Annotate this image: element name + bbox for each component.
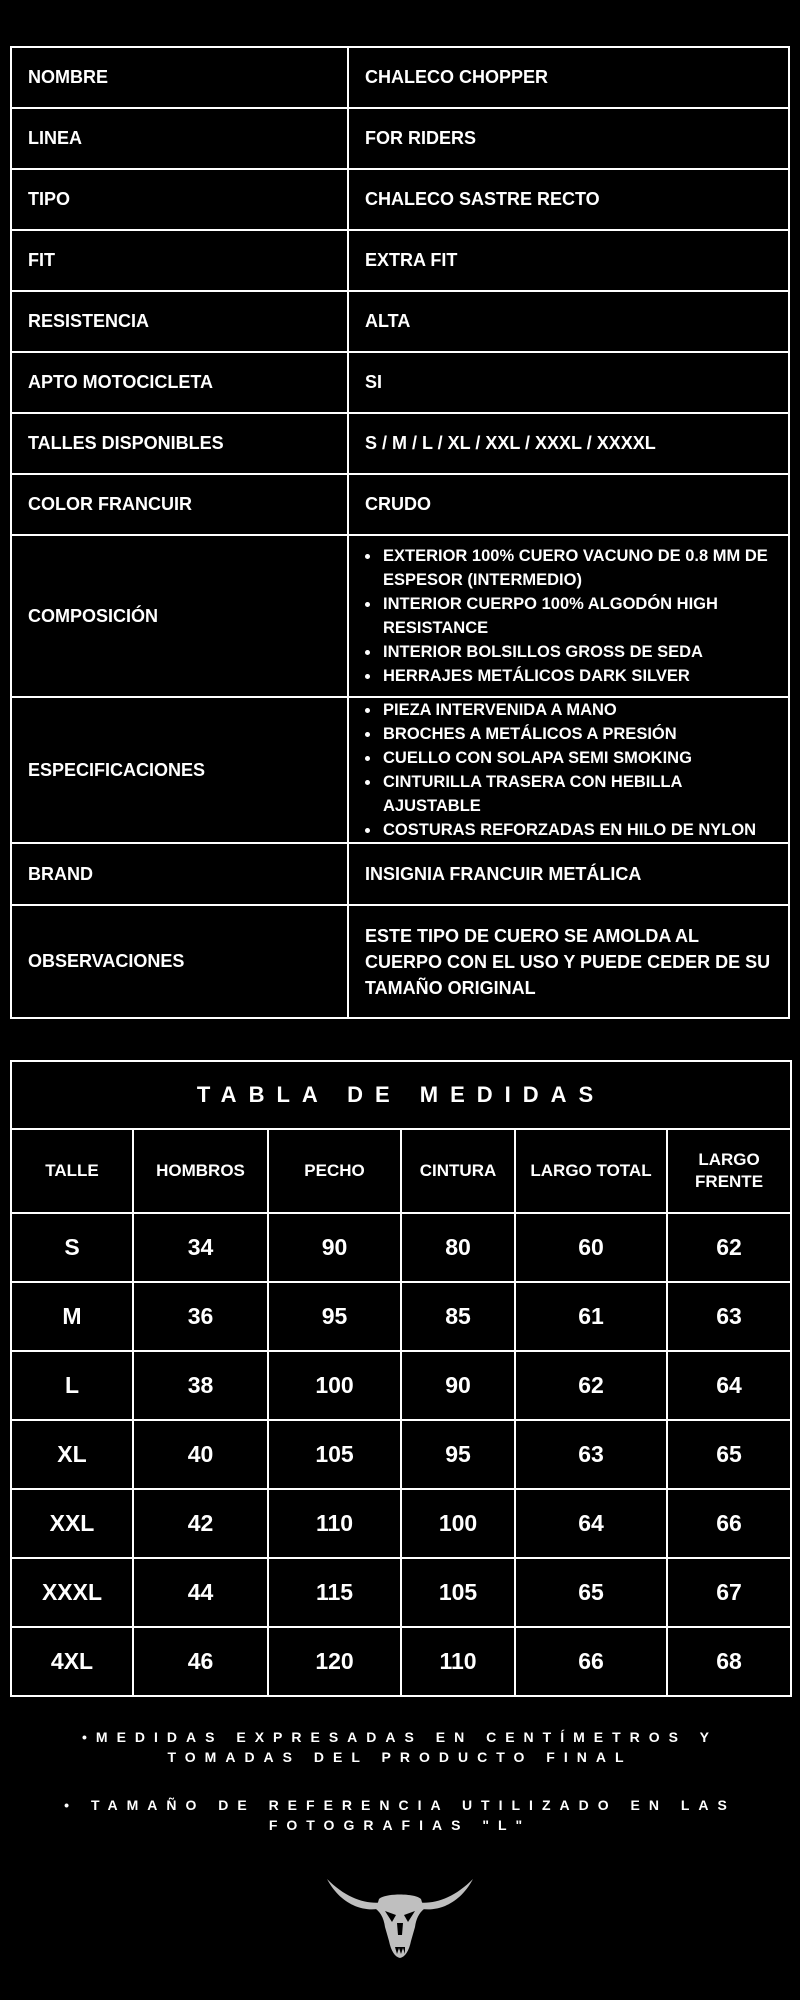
list-item: • BROCHES A METÁLICOS A PRESIÓN [381,722,772,746]
spec-label: NOMBRE [11,47,348,108]
list-item: • HERRAJES METÁLICOS DARK SILVER [381,664,772,688]
note-referencia: • TAMAÑO DE REFERENCIA UTILIZADO EN LAS FOTOGRAFIAS "L" [64,1797,736,1833]
spec-value: CHALECO CHOPPER [348,47,789,108]
list-item: • COSTURAS REFORZADAS EN HILO DE NYLON [381,818,772,842]
list-item: • CUELLO CON SOLAPA SEMI SMOKING [381,746,772,770]
spec-row-talles [11,413,789,474]
size-cell: 42 [133,1489,268,1558]
spec-row-tipo [11,169,789,230]
size-cell: 63 [515,1420,667,1489]
table-row [11,1351,791,1420]
size-cell: 115 [268,1558,401,1627]
spec-row-resistencia [11,291,789,352]
spec-value: CRUDO [348,474,789,535]
size-cell: 66 [515,1627,667,1696]
spec-row-especificaciones [11,697,789,843]
list-item: • INTERIOR BOLSILLOS GROSS DE SEDA [381,640,772,664]
size-cell: 95 [268,1282,401,1351]
spec-value-list [348,697,789,843]
size-cell: 100 [401,1489,515,1558]
spec-row-composicion [11,535,789,697]
spec-value-list [348,535,789,697]
size-cell: 44 [133,1558,268,1627]
list-item: • INTERIOR CUERPO 100% ALGODÓN HIGH RESISTANCE [381,592,772,640]
spec-row-apto-motocicleta [11,352,789,413]
table-row [11,1558,791,1627]
spec-value: ALTA [348,291,789,352]
size-cell: 36 [133,1282,268,1351]
size-cell: 34 [133,1213,268,1282]
spec-value: ESTE TIPO DE CUERO SE AMOLDA AL CUERPO CON EL USO Y PUEDE CEDER DE SU TAMAÑO ORIGINAL [348,905,789,1018]
list-item: • CINTURILLA TRASERA CON HEBILLA AJUSTABLE [381,770,772,818]
size-cell: 64 [667,1351,791,1420]
size-cell: 100 [268,1351,401,1420]
list-item: • PIEZA INTERVENIDA A MANO [381,698,772,722]
size-table [10,1060,792,1697]
size-cell: 64 [515,1489,667,1558]
size-cell: 65 [667,1420,791,1489]
composition-list [365,544,772,688]
spec-label: COLOR FRANCUIR [11,474,348,535]
size-cell: 80 [401,1213,515,1282]
size-cell: 85 [401,1282,515,1351]
size-cell: 105 [401,1558,515,1627]
spec-value: INSIGNIA FRANCUIR METÁLICA [348,843,789,905]
spec-label: OBSERVACIONES [11,905,348,1018]
column-header: HOMBROS [133,1129,268,1213]
size-cell: 46 [133,1627,268,1696]
size-cell: 95 [401,1420,515,1489]
spec-label: TALLES DISPONIBLES [11,413,348,474]
bull-skull-logo-icon [325,1875,475,1960]
size-cell: 60 [515,1213,667,1282]
size-table-body [11,1213,791,1696]
product-spec-table [10,46,790,1019]
column-header: CINTURA [401,1129,515,1213]
size-cell: 66 [667,1489,791,1558]
spec-row-brand [11,843,789,905]
size-cell: 62 [667,1213,791,1282]
table-row [11,1420,791,1489]
size-cell: XL [11,1420,133,1489]
size-cell: 105 [268,1420,401,1489]
column-header: TALLE [11,1129,133,1213]
size-cell: M [11,1282,133,1351]
list-item: • EXTERIOR 100% CUERO VACUNO DE 0.8 MM DE ESPESOR (INTERMEDIO) [381,544,772,592]
spec-row-nombre [11,47,789,108]
size-cell: 68 [667,1627,791,1696]
size-cell: 110 [268,1489,401,1558]
spec-label: BRAND [11,843,348,905]
spec-label: COMPOSICIÓN [11,535,348,697]
spec-value: CHALECO SASTRE RECTO [348,169,789,230]
spec-value: FOR RIDERS [348,108,789,169]
size-cell: 40 [133,1420,268,1489]
size-table-title-row [11,1061,791,1129]
column-header: LARGO FRENTE [667,1129,791,1213]
table-row [11,1282,791,1351]
column-header: LARGO TOTAL [515,1129,667,1213]
spec-row-observaciones [11,905,789,1018]
size-cell: S [11,1213,133,1282]
size-cell: 90 [401,1351,515,1420]
spec-label: FIT [11,230,348,291]
spec-label: RESISTENCIA [11,291,348,352]
table-row [11,1627,791,1696]
spec-row-linea [11,108,789,169]
spec-label: ESPECIFICACIONES [11,697,348,843]
size-cell: L [11,1351,133,1420]
table-row [11,1213,791,1282]
size-cell: 65 [515,1558,667,1627]
size-cell: 90 [268,1213,401,1282]
spec-label: TIPO [11,169,348,230]
size-table-title: TABLA DE MEDIDAS [11,1061,791,1129]
spec-label: LINEA [11,108,348,169]
size-cell: 63 [667,1282,791,1351]
spec-value: EXTRA FIT [348,230,789,291]
spec-value: S / M / L / XL / XXL / XXXL / XXXXL [348,413,789,474]
column-header: PECHO [268,1129,401,1213]
size-cell: 61 [515,1282,667,1351]
size-cell: XXXL [11,1558,133,1627]
spec-label: APTO MOTOCICLETA [11,352,348,413]
size-cell: 4XL [11,1627,133,1696]
table-row [11,1489,791,1558]
size-table-header-row [11,1129,791,1213]
size-cell: 38 [133,1351,268,1420]
size-cell: 120 [268,1627,401,1696]
size-cell: XXL [11,1489,133,1558]
size-cell: 62 [515,1351,667,1420]
spec-row-fit [11,230,789,291]
size-cell: 67 [667,1558,791,1627]
specifications-list [365,698,772,842]
spec-value: SI [348,352,789,413]
size-cell: 110 [401,1627,515,1696]
spec-row-color [11,474,789,535]
note-medidas: •MEDIDAS EXPRESADAS EN CENTÍMETROS Y TOMADAS DEL PRODUCTO FINAL [82,1729,718,1765]
